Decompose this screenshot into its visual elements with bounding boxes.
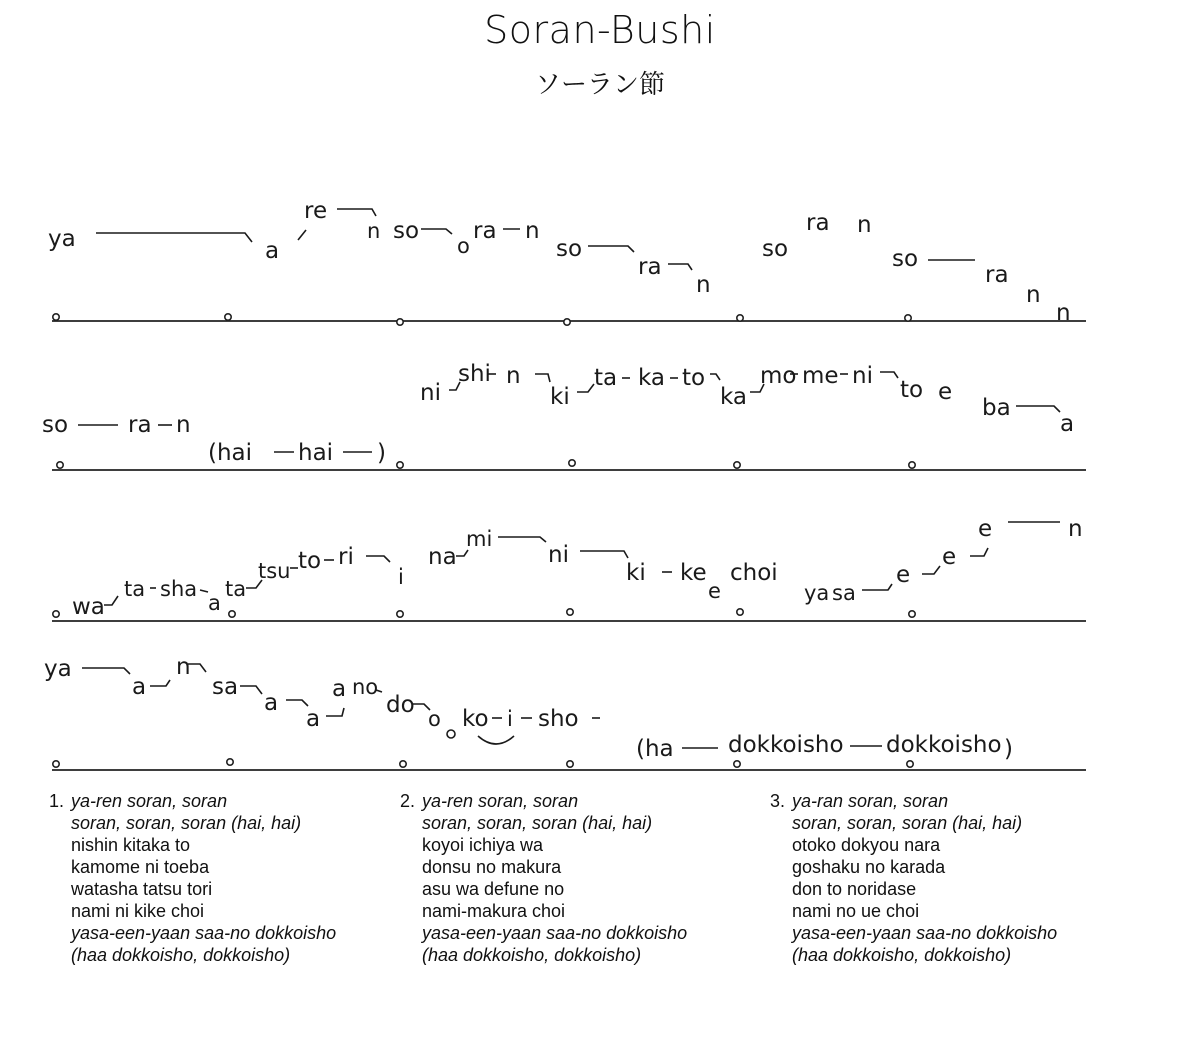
verse-line: watasha tatsu tori bbox=[71, 879, 213, 899]
verse-3 bbox=[770, 790, 1057, 966]
verse-2 bbox=[400, 790, 687, 966]
syllable: na bbox=[428, 544, 457, 570]
beat-dot bbox=[227, 759, 233, 765]
syllable: n bbox=[1068, 516, 1083, 542]
slur-arc bbox=[478, 736, 514, 744]
syllable: ra bbox=[638, 254, 662, 280]
beat-dot bbox=[229, 611, 235, 617]
verse-line: goshaku no karada bbox=[792, 857, 946, 877]
beat-dot bbox=[737, 315, 743, 321]
syllable: i bbox=[398, 565, 404, 589]
beat-dot bbox=[57, 462, 63, 468]
slur-tick bbox=[577, 384, 594, 392]
syllable: to bbox=[900, 377, 924, 403]
syllable: ) bbox=[377, 440, 386, 466]
extender-line bbox=[880, 372, 898, 378]
syllable: e bbox=[896, 562, 911, 588]
syllable: shi bbox=[458, 361, 491, 387]
syllable: a bbox=[132, 674, 147, 700]
syllable: to bbox=[682, 365, 706, 391]
syllable: n bbox=[525, 218, 540, 244]
syllable: ko bbox=[462, 706, 489, 732]
extender-line bbox=[710, 374, 720, 380]
verse-line: donsu no makura bbox=[422, 857, 562, 877]
slur-tick bbox=[150, 680, 170, 686]
verse-number: 1. bbox=[49, 791, 65, 811]
extender-line bbox=[200, 590, 208, 592]
verse-line: asu wa defune no bbox=[422, 879, 565, 899]
extender-line bbox=[188, 664, 206, 672]
beat-dot bbox=[397, 611, 403, 617]
syllable: ya bbox=[44, 656, 72, 682]
extender-line bbox=[668, 264, 692, 270]
slur-tick bbox=[862, 584, 892, 590]
slur-tick bbox=[970, 548, 988, 556]
syllable: ki bbox=[550, 384, 570, 410]
syllable: so bbox=[393, 218, 420, 244]
syllable: no bbox=[352, 675, 379, 699]
beat-dot bbox=[737, 609, 743, 615]
syllable: e bbox=[708, 579, 721, 603]
slur-tick bbox=[922, 566, 940, 574]
verse-line: don to noridase bbox=[792, 879, 917, 899]
verse-line: nishin kitaka to bbox=[71, 835, 191, 855]
syllable: tsu bbox=[258, 559, 291, 583]
syllable: sha bbox=[160, 577, 198, 601]
beat-dot bbox=[53, 611, 59, 617]
notation-line-3 bbox=[52, 516, 1086, 621]
beat-dot bbox=[397, 319, 403, 325]
verse-line: yasa-een-yaan saa-no dokkoisho bbox=[422, 923, 688, 943]
extender-line bbox=[82, 668, 130, 674]
syllable: ya bbox=[48, 226, 76, 252]
syllable: ki bbox=[626, 560, 646, 586]
syllable: sho bbox=[538, 706, 579, 732]
notation-line-2 bbox=[42, 361, 1086, 470]
syllable: ni bbox=[548, 542, 569, 568]
syllable: n bbox=[1026, 282, 1041, 308]
syllable: dokkoisho bbox=[728, 732, 844, 758]
slur-tick bbox=[104, 596, 118, 605]
beat-dot bbox=[397, 462, 403, 468]
beat-dot bbox=[909, 462, 915, 468]
verse-line: kamome ni toeba bbox=[71, 857, 210, 877]
page-subtitle: ソーラン節 bbox=[534, 70, 665, 100]
beat-dot bbox=[53, 314, 59, 320]
syllable: e bbox=[938, 379, 953, 405]
extender-line bbox=[96, 233, 252, 242]
slur-tick bbox=[326, 708, 344, 716]
verse-line: ya-ran soran, soran bbox=[792, 791, 949, 811]
notation-line-4 bbox=[44, 654, 1086, 770]
syllable: o bbox=[457, 234, 470, 258]
beat-dot bbox=[53, 761, 59, 767]
verse-line: nami-makura choi bbox=[422, 901, 566, 921]
syllable: so bbox=[762, 236, 789, 262]
beat-dot bbox=[567, 761, 573, 767]
beat-dot bbox=[909, 611, 915, 617]
syllable: n bbox=[1056, 300, 1071, 326]
syllable: mi bbox=[466, 527, 493, 551]
verse-line: (haa dokkoisho, dokkoisho) bbox=[71, 945, 291, 965]
syllable: ya bbox=[804, 581, 830, 605]
verse-line: ya-ren soran, soran bbox=[422, 791, 579, 811]
beat-dot bbox=[567, 609, 573, 615]
beat-dot bbox=[734, 761, 740, 767]
verse-number: 3. bbox=[770, 791, 786, 811]
syllable: ) bbox=[1004, 736, 1013, 762]
syllable: a bbox=[332, 676, 347, 702]
verse-line: nami ni kike choi bbox=[71, 901, 205, 921]
extender-line bbox=[498, 537, 546, 542]
extender-line bbox=[286, 700, 308, 706]
syllable: ra bbox=[128, 412, 152, 438]
beat-circle bbox=[447, 730, 455, 738]
syllable: ta bbox=[225, 577, 247, 601]
syllable: ta bbox=[124, 577, 146, 601]
verse-line: yasa-een-yaan saa-no dokkoisho bbox=[792, 923, 1058, 943]
syllable: ri bbox=[338, 544, 354, 570]
syllable: ra bbox=[806, 210, 830, 236]
syllable: ba bbox=[982, 395, 1011, 421]
beat-dot bbox=[907, 761, 913, 767]
syllable: hai bbox=[298, 440, 334, 466]
extender-line bbox=[535, 374, 550, 382]
syllable: ka bbox=[638, 365, 666, 391]
page-title: Soran-Bushi bbox=[484, 8, 716, 52]
syllable: to bbox=[298, 548, 322, 574]
syllable: ra bbox=[473, 218, 497, 244]
beat-dot bbox=[564, 319, 570, 325]
syllable: ka bbox=[720, 384, 748, 410]
syllable: a bbox=[1060, 411, 1075, 437]
verse-number: 2. bbox=[400, 791, 416, 811]
verse-line: (haa dokkoisho, dokkoisho) bbox=[792, 945, 1012, 965]
syllable: wa bbox=[72, 594, 105, 620]
syllable: n bbox=[176, 654, 191, 680]
syllable: n bbox=[367, 219, 381, 243]
syllable: mo bbox=[760, 363, 797, 389]
verse-line: soran, soran, soran (hai, hai) bbox=[422, 813, 653, 833]
extender-line bbox=[421, 229, 452, 234]
verse-line: (haa dokkoisho, dokkoisho) bbox=[422, 945, 642, 965]
extender-line bbox=[366, 556, 390, 562]
syllable: a bbox=[264, 690, 279, 716]
syllable: ni bbox=[852, 363, 873, 389]
syllable: ni bbox=[420, 380, 441, 406]
extender-line bbox=[240, 686, 262, 694]
syllable: do bbox=[386, 692, 415, 718]
syllable: i bbox=[507, 707, 513, 731]
syllable: (hai bbox=[208, 440, 253, 466]
beat-dot bbox=[225, 314, 231, 320]
syllable: a bbox=[208, 591, 221, 615]
beat-dot bbox=[734, 462, 740, 468]
extender-line bbox=[337, 209, 376, 216]
syllable: n bbox=[857, 212, 872, 238]
beat-dot bbox=[400, 761, 406, 767]
syllable: so bbox=[556, 236, 583, 262]
verse-line: otoko dokyou nara bbox=[792, 835, 941, 855]
syllable: ra bbox=[985, 262, 1009, 288]
verse-line: soran, soran, soran (hai, hai) bbox=[71, 813, 302, 833]
syllable: re bbox=[304, 198, 328, 224]
syllable: o bbox=[428, 707, 441, 731]
syllable: ta bbox=[594, 365, 618, 391]
syllable: so bbox=[42, 412, 69, 438]
verse-line: soran, soran, soran (hai, hai) bbox=[792, 813, 1023, 833]
syllable: e bbox=[942, 544, 957, 570]
syllable: n bbox=[176, 412, 191, 438]
syllable: choi bbox=[730, 560, 778, 586]
syllable: a bbox=[306, 706, 321, 732]
beat-dot bbox=[569, 460, 575, 466]
notation-line-1 bbox=[48, 198, 1086, 326]
syllable: n bbox=[506, 363, 521, 389]
verse-1 bbox=[49, 790, 336, 966]
syllable: ke bbox=[680, 560, 707, 586]
verse-line: yasa-een-yaan saa-no dokkoisho bbox=[71, 923, 337, 943]
syllable: sa bbox=[832, 581, 856, 605]
syllable: n bbox=[696, 272, 711, 298]
extender-line bbox=[1016, 406, 1060, 412]
syllable: a bbox=[265, 238, 280, 264]
verse-line: nami no ue choi bbox=[792, 901, 920, 921]
syllable: so bbox=[892, 246, 919, 272]
syllable: e bbox=[978, 516, 993, 542]
syllable: (ha bbox=[636, 736, 674, 762]
beat-dot bbox=[905, 315, 911, 321]
verse-line: koyoi ichiya wa bbox=[422, 835, 544, 855]
syllable: sa bbox=[212, 674, 239, 700]
slur-tick bbox=[298, 230, 306, 240]
extender-line bbox=[588, 246, 634, 252]
syllable: me bbox=[802, 363, 839, 389]
syllable: dokkoisho bbox=[886, 732, 1002, 758]
extender-line bbox=[580, 551, 628, 558]
verse-line: ya-ren soran, soran bbox=[71, 791, 228, 811]
